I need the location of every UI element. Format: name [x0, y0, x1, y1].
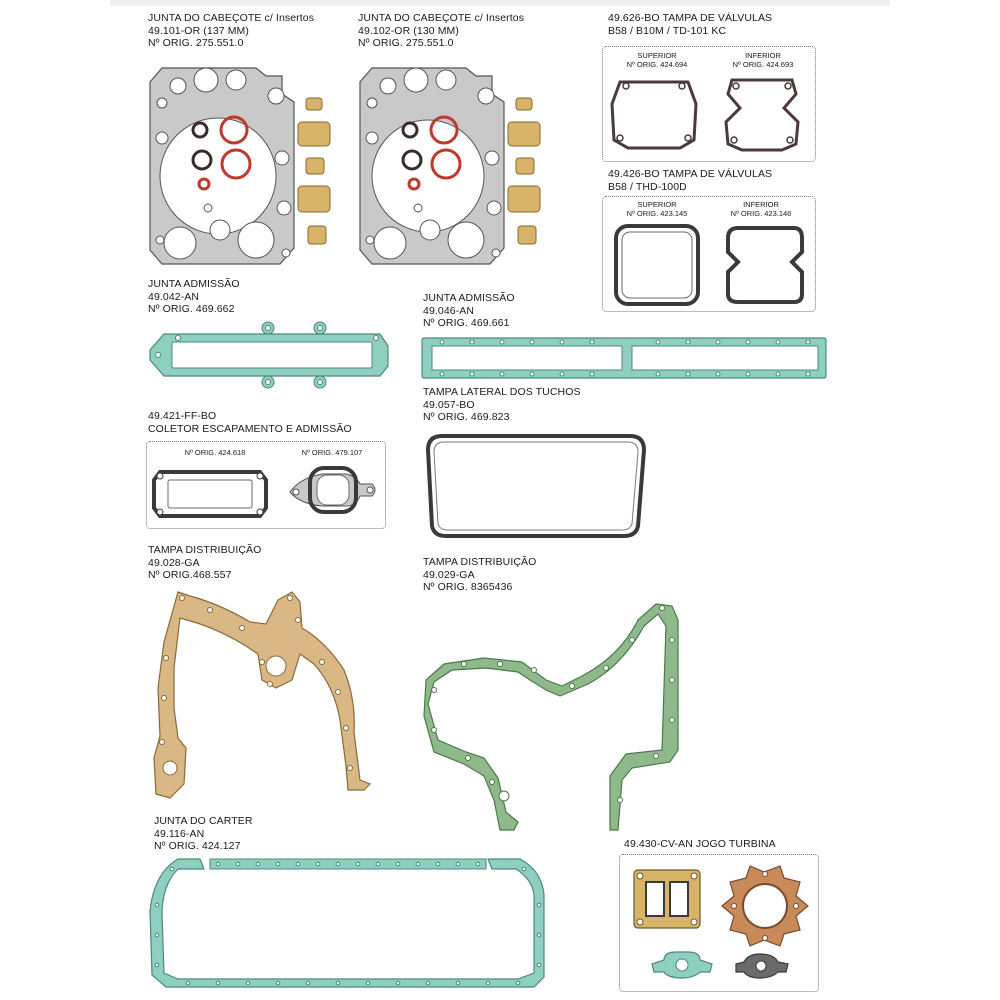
timing-029-orig: Nº ORIG. 8365436	[423, 581, 513, 593]
head-gasket-130-image	[358, 58, 558, 268]
manifold-421-code: 49.421-FF-BO	[148, 410, 217, 422]
valve-426-models: B58 / THD-100D	[608, 180, 687, 193]
manifold-421-label	[148, 410, 352, 435]
valve-626-models: B58 / B10M / TD-101 KC	[608, 24, 727, 37]
carter-116-image	[148, 855, 546, 989]
manifold-right-caption: Nº ORIG. 479.107	[301, 448, 363, 457]
timing-029-label	[423, 556, 536, 594]
intake-042-label	[148, 278, 240, 316]
turbo-430-image	[624, 860, 814, 986]
valve-626-upper-caption	[612, 51, 702, 69]
intake-042-image	[148, 320, 398, 388]
intake-046-label	[423, 292, 515, 330]
turbo-430-label	[624, 838, 776, 851]
valve-426-image	[606, 222, 811, 308]
valve-626-upper-label: SUPERIOR	[637, 51, 677, 60]
timing-029-name: TAMPA DISTRIBUIÇÃO	[423, 556, 537, 568]
manifold-421-image	[150, 462, 382, 524]
valve-626-name: 49.626-BO TAMPA DE VÁLVULAS	[608, 12, 773, 24]
valve-426-upper-caption	[612, 200, 702, 218]
head-137-label	[148, 12, 314, 50]
head-130-orig: Nº ORIG. 275.551.0	[358, 37, 454, 49]
tappet-057-code: 49.057-BO	[423, 398, 475, 411]
valve-626-lower-caption	[718, 51, 808, 69]
manifold-left-caption: Nº ORIG. 424.618	[184, 448, 246, 457]
timing-029-code: 49.029-GA	[423, 568, 475, 581]
intake-046-name: JUNTA ADMISSÃO	[423, 292, 515, 304]
head-137-name: JUNTA DO CABEÇOTE c/ Insertos	[148, 12, 315, 24]
carter-116-code: 49.116-AN	[154, 827, 205, 840]
head-137-code: 49.101-OR (137 MM)	[148, 24, 250, 37]
valve-426-lower-label: INFERIOR	[743, 200, 779, 209]
head-gasket-137-image	[148, 58, 348, 268]
timing-028-name: TAMPA DISTRIBUIÇÃO	[148, 544, 262, 556]
intake-042-name: JUNTA ADMISSÃO	[148, 278, 240, 290]
carter-116-name: JUNTA DO CARTER	[154, 815, 253, 827]
timing-028-code: 49.028-GA	[148, 556, 200, 569]
intake-046-image	[420, 334, 830, 384]
valve-626-lower-label: INFERIOR	[745, 51, 781, 60]
timing-028-label	[148, 544, 261, 582]
carter-116-orig: Nº ORIG. 424.127	[154, 840, 241, 852]
head-130-name: JUNTA DO CABEÇOTE c/ Insertos	[358, 12, 525, 24]
valve-426-lower-caption	[716, 200, 806, 218]
intake-042-code: 49.042-AN	[148, 290, 200, 303]
valve-426-upper-label: SUPERIOR	[637, 200, 677, 209]
valve-426-upper-orig: Nº ORIG. 423.145	[626, 209, 688, 218]
tappet-057-name: TAMPA LATERAL DOS TUCHOS	[423, 386, 581, 398]
head-130-code: 49.102-OR (130 MM)	[358, 24, 460, 37]
timing-028-orig: Nº ORIG.468.557	[148, 569, 232, 581]
valve-626-label	[608, 12, 772, 37]
valve-426-lower-orig: Nº ORIG. 423.146	[730, 209, 792, 218]
top-strip	[110, 0, 890, 6]
valve-626-upper-orig: Nº ORIG. 424.694	[626, 60, 688, 69]
head-130-label	[358, 12, 524, 50]
valve-626-lower-orig: Nº ORIG. 424.693	[732, 60, 794, 69]
tappet-057-orig: Nº ORIG. 469.823	[423, 411, 510, 423]
timing-029-image	[422, 600, 684, 834]
tappet-057-image	[424, 432, 650, 540]
valve-426-name: 49.426-BO TAMPA DE VÁLVULAS	[608, 168, 773, 180]
turbo-430-name: 49.430-CV-AN JOGO TURBINA	[624, 838, 776, 850]
valve-626-image	[606, 74, 811, 156]
carter-116-label	[154, 815, 253, 853]
valve-426-label	[608, 168, 772, 193]
intake-046-code: 49.046-AN	[423, 304, 475, 317]
intake-046-orig: Nº ORIG. 469.661	[423, 317, 510, 329]
tappet-057-label	[423, 386, 581, 424]
timing-028-image	[150, 588, 376, 802]
manifold-421-name: COLETOR ESCAPAMENTO E ADMISSÃO	[148, 422, 352, 435]
intake-042-orig: Nº ORIG. 469.662	[148, 303, 235, 315]
head-137-orig: Nº ORIG. 275.551.0	[148, 37, 244, 49]
